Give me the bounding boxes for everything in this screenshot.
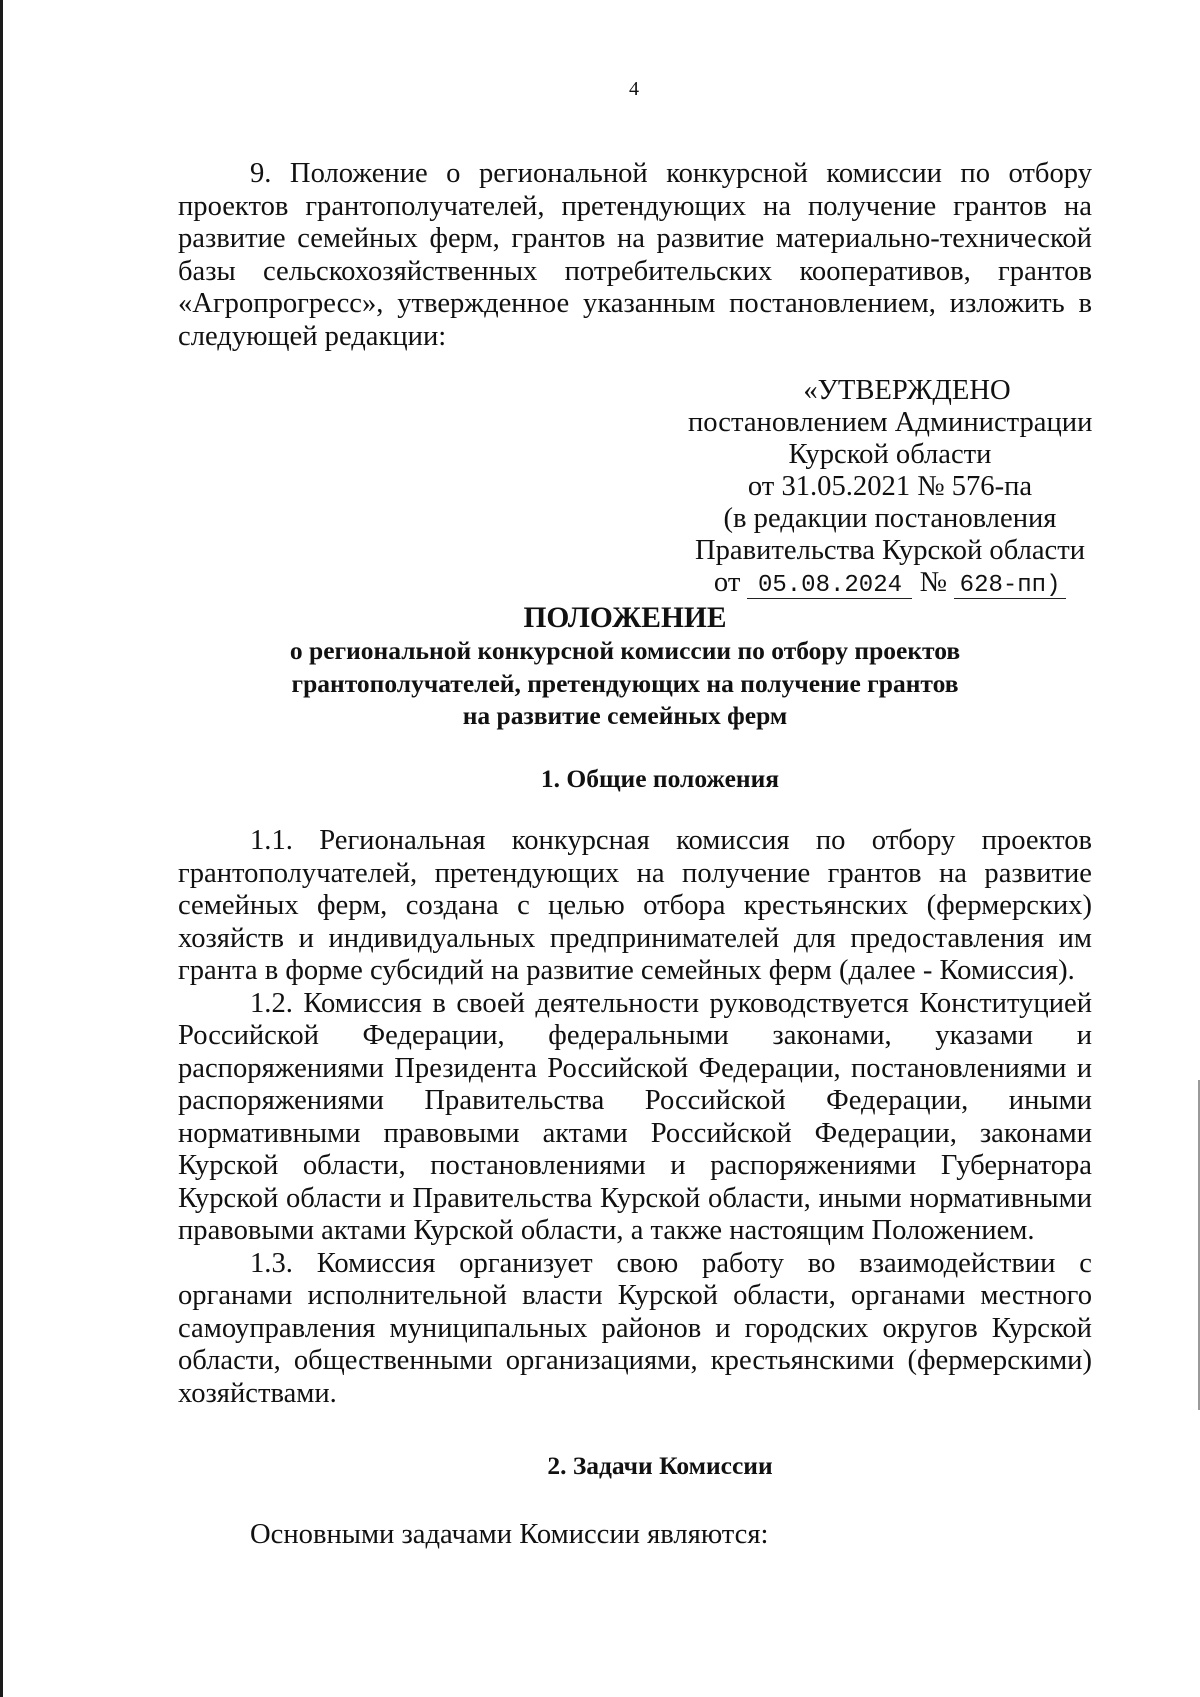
approval-line-region: Курской области	[788, 439, 992, 470]
approval-stamp-block	[688, 375, 1092, 599]
document-title: ПОЛОЖЕНИЕ	[523, 602, 727, 634]
document-body	[178, 158, 1092, 1551]
approval-line-government: Правительства Курской области	[694, 535, 1086, 566]
document-subtitle-line-2: грантополучателей, претендующих на получение грантов	[291, 668, 959, 698]
section-heading-general: 1. Общие положения	[540, 763, 780, 793]
section-heading-tasks: 2. Задачи Комиссии	[547, 1451, 773, 1480]
paragraph-1-1: 1.1. Региональная конкурсная комиссия по отбору проектов грантополучателей, претендующих на получение грантов на развитие семейных ферм, создана с целью отбора крестьянских (фермерских) хозяйств и индивидуальных предпринимателей для предоставления им гранта в форме субсидий на развитие семейных ферм (далее - Комиссия).	[178, 825, 1092, 986]
tasks-intro: Основными задачами Комиссии являются:	[250, 1518, 769, 1550]
scan-left-edge	[0, 0, 3, 1697]
approval-line-revision-date	[688, 567, 1092, 599]
revision-number-sign: №	[919, 567, 947, 598]
paragraph-1-3: 1.3. Комиссия организует свою работу во взаимодействии с органами исполнительной власти Курской области, органами местного самоуправления муниципальных районов и городских округов Курской области, общественными организациями, крестьянскими (фермерскими) хозяйствами.	[178, 1247, 1092, 1409]
page-number: 4	[629, 78, 639, 100]
document-title-block	[178, 601, 1092, 733]
approval-line-revision: (в редакции постановления	[723, 503, 1057, 534]
intro-paragraph: 9. Положение о региональной конкурсной комиссии по отбору проектов грантополучателей, претендующих на получение грантов на развитие семейных ферм, грантов на развитие материально-технической базы сельскохозяйственных потребительских кооперативов, грантов «Агропрогресс», утвержденное указанным постановлением, изложить в следующей редакции:	[178, 158, 1092, 352]
approval-line-decree: постановлением Администрации	[688, 407, 1093, 438]
approval-line-original-date: от 31.05.2021 № 576-па	[747, 471, 1033, 502]
revision-date-prefix: от	[713, 567, 741, 598]
revision-number-handwritten: 628-пп)	[954, 574, 1066, 599]
revision-date-handwritten: 05.08.2024	[747, 574, 912, 599]
paragraph-1-2: 1.2. Комиссия в своей деятельности руководствуется Конституцией Российской Федерации, федеральными законами, указами и распоряжениями Президента Российской Федерации, постановлениями и распоряжениями Правительства Российской Федерации, иными нормативными правовыми актами Российской Федерации, законами Курской области, постановлениями и распоряжениями Губернатора Курской области и Правительства Курской области, иными нормативными правовыми актами Курской области, а также настоящим Положением.	[178, 987, 1092, 1246]
document-subtitle-line-3: на развитие семейных ферм	[462, 701, 788, 730]
approval-line-approved: «УТВЕРЖДЕНО	[803, 375, 1011, 406]
document-subtitle-line-1: о региональной конкурсной комиссии по отбору проектов	[289, 636, 961, 665]
